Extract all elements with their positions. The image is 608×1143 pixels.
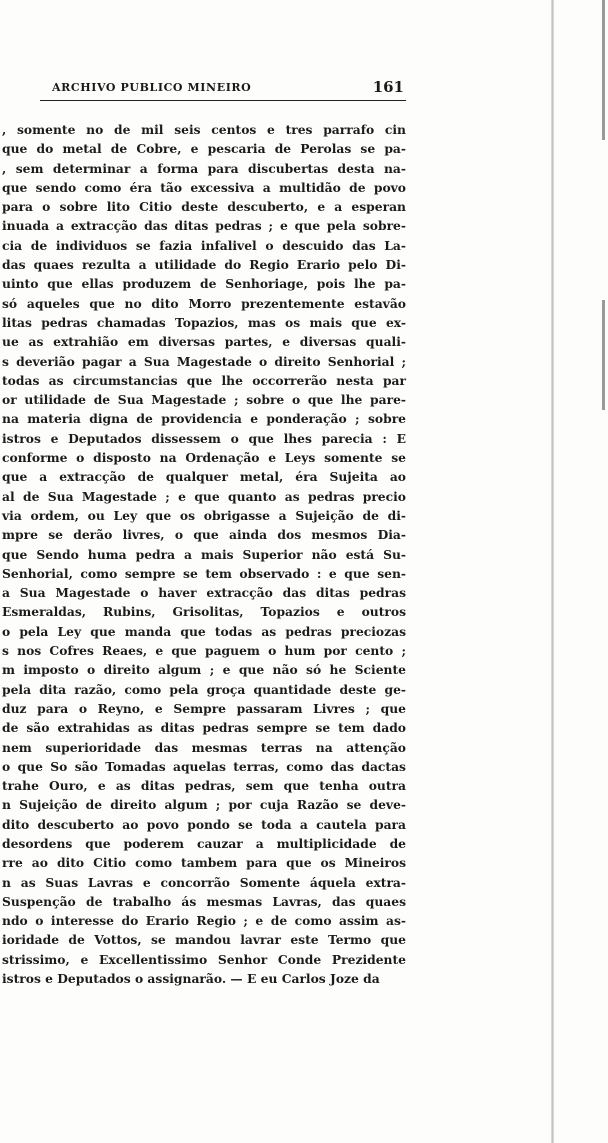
- text-line: na materia digna de providencia e ponderação ; sobre: [2, 411, 406, 427]
- text-line: istros e Deputados o assignarão. — E eu Carlos Joze da: [2, 971, 380, 987]
- text-line: trahe Ouro, e as ditas pedras, sem que tenha outra: [2, 778, 406, 794]
- text-line: dito descuberto ao povo pondo se toda a cautela para: [2, 816, 406, 832]
- text-line: o que So são Tomadas aquelas terras, como das dactas: [2, 758, 406, 774]
- text-line: or utilidade de Sua Magestade ; sobre o que lhe pare-: [2, 392, 406, 408]
- text-line: Senhorial, como sempre se tem observado : e que sen-: [2, 565, 406, 581]
- text-line: n as Suas Lavras e concorrão Somente áquela extra-: [2, 874, 406, 890]
- text-line: inuada a extracção das ditas pedras ; e que pela sobre-: [2, 218, 406, 234]
- text-line: m imposto o direito algum ; e que não só he Sciente: [2, 662, 406, 678]
- text-line: al de Sua Magestade ; e que quanto as pedras precio: [2, 488, 406, 504]
- text-line: mpre se derão livres, o que ainda dos mesmos Dia-: [2, 527, 406, 543]
- text-line: de são extrahidas as ditas pedras sempre se tem dado: [2, 720, 406, 736]
- text-line: strissimo, e Excellentissimo Senhor Conde Prezidente: [2, 951, 406, 967]
- text-line: s nos Cofres Reaes, e que paguem o hum por cento ;: [2, 643, 406, 659]
- text-line: ue as extrahião em diversas partes, e diversas quali-: [2, 334, 406, 350]
- text-line: litas pedras chamadas Topazios, mas os mais que ex-: [2, 314, 406, 330]
- text-line: , somente no de mil seis centos e tres parrafo cin: [2, 122, 406, 137]
- text-line: que do metal de Cobre, e pescaria de Perolas se pa-: [2, 141, 406, 157]
- text-line: , sem determinar a forma para discubertas desta na-: [2, 160, 406, 176]
- text-line: que sendo como éra tão excessiva a multidão de povo: [2, 179, 406, 195]
- text-line: que a extracção de qualquer metal, éra Sujeita ao: [2, 469, 406, 485]
- text-line: desordens que poderem cauzar a multiplicidade de: [2, 835, 406, 851]
- text-line: pela dita razão, como pela groça quantidade deste ge-: [2, 681, 406, 697]
- text-line: via ordem, ou Ley que os obrigasse a Sujeição de di-: [2, 507, 406, 523]
- text-line: ndo o interesse do Erario Regio ; e de como assim as-: [2, 913, 406, 929]
- running-title: ARCHIVO PUBLICO MINEIRO: [52, 81, 252, 94]
- text-line: n Sujeição de direito algum ; por cuja Razão se deve-: [2, 797, 406, 813]
- binding-shadow: [551, 0, 554, 1143]
- text-line: o pela Ley que manda que todas as pedras preciozas: [2, 623, 406, 639]
- text-line: que Sendo huma pedra a mais Superior não está Su-: [2, 546, 406, 562]
- page-header: [40, 78, 408, 100]
- page-edge-mark: [602, 300, 605, 410]
- page-number: 161: [372, 78, 404, 96]
- text-line: ioridade de Vottos, se mandou lavrar este Termo que: [2, 932, 406, 948]
- text-line: Suspenção de trabalho ás mesmas Lavras, das quaes: [2, 893, 406, 909]
- text-line: a Sua Magestade o haver extracção das ditas pedras: [2, 585, 406, 601]
- text-line: para o sobre lito Citio deste descuberto, e a esperan: [2, 199, 406, 215]
- text-line: rre ao dito Citio como tambem para que os Mineiros: [2, 855, 406, 871]
- text-line: nem superioridade das mesmas terras na attenção: [2, 739, 406, 755]
- text-line: cia de individuos se fazia infalivel o descuido das La-: [2, 237, 406, 253]
- header-rule: [40, 100, 406, 101]
- page-edge-mark: [602, 0, 605, 140]
- text-line: uinto que ellas produzem de Senhoriage, pois lhe pa-: [2, 276, 406, 292]
- text-line: conforme o disposto na Ordenação e Leys somente se: [2, 450, 406, 466]
- text-line: duz para o Reyno, e Sempre passaram Livres ; que: [2, 700, 406, 716]
- body-text: [0, 120, 410, 988]
- text-line: istros e Deputados dissessem o que lhes parecia : E: [2, 430, 406, 446]
- text-line: das quaes rezulta a utilidade do Regio Erario pelo Di-: [2, 257, 406, 273]
- text-line: Esmeraldas, Rubins, Grisolitas, Topazios e outros: [2, 604, 406, 620]
- text-line: só aqueles que no dito Morro prezentemente estavão: [2, 295, 406, 311]
- text-line: s deverião pagar a Sua Magestade o direito Senhorial ;: [2, 353, 406, 369]
- text-line: todas as circumstancias que lhe occorrerão nesta par: [2, 372, 406, 388]
